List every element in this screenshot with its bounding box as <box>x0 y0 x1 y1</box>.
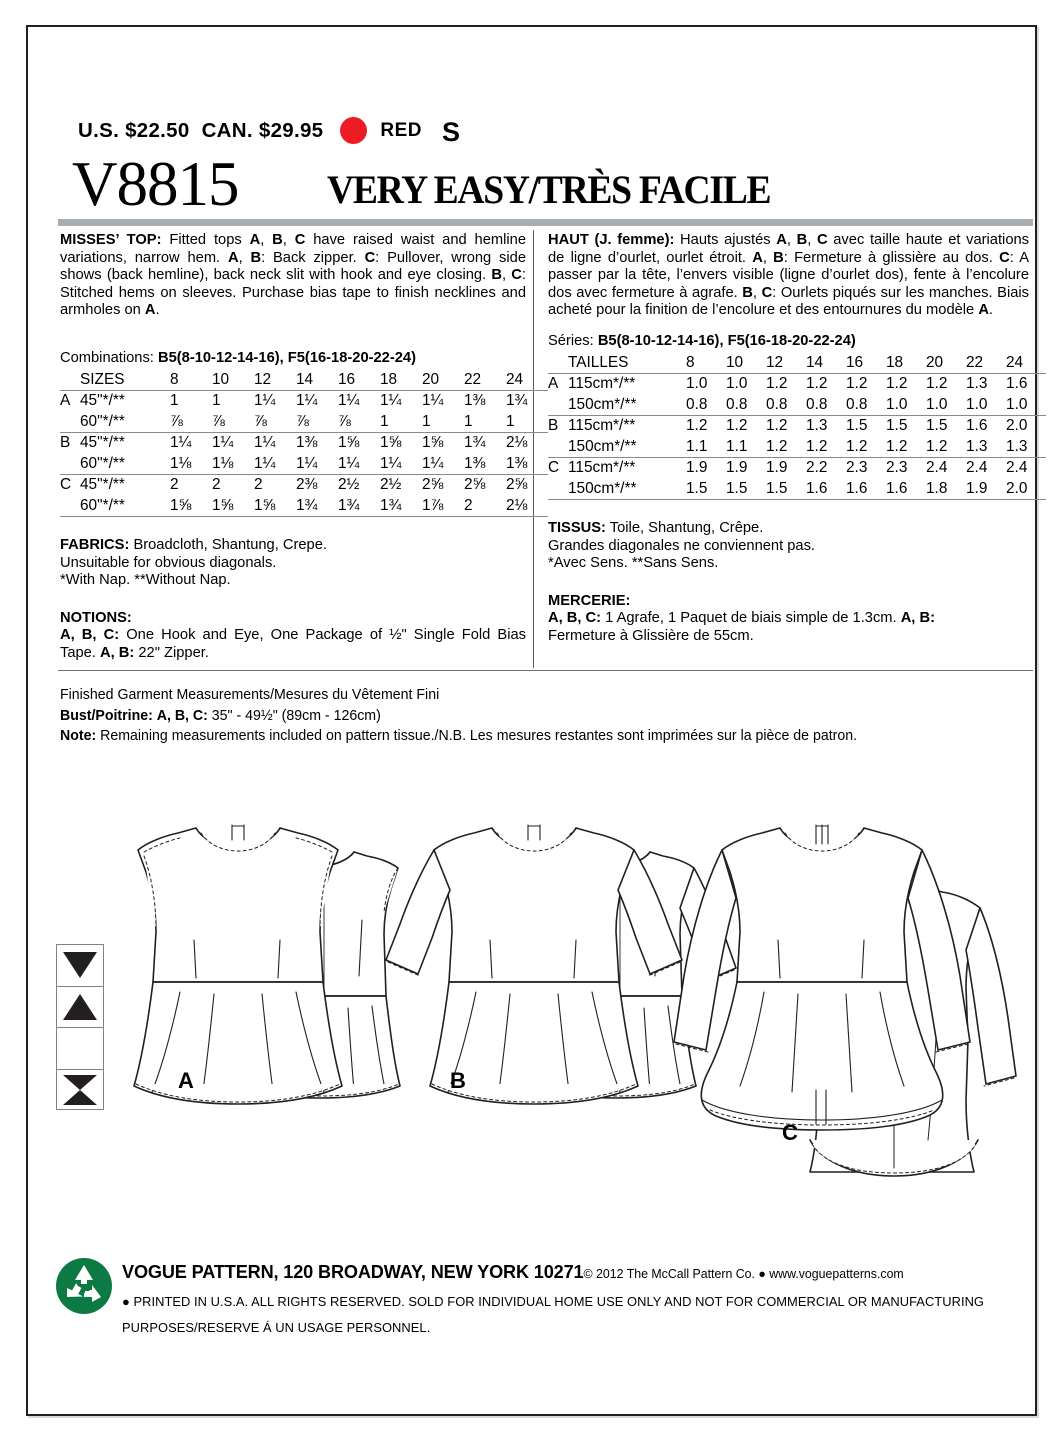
yardage-value-cell: 1⅛ <box>212 454 234 472</box>
yardage-value-cell: 2⅝ <box>464 475 506 496</box>
yardage-value-cell: ⅞ <box>338 412 351 430</box>
yardage-value-cell: 1.2 <box>806 437 828 455</box>
yardage-size-14: 14 <box>296 370 338 391</box>
notions-label-en: NOTIONS: <box>60 609 132 626</box>
yardage-view-cell: A <box>60 392 71 410</box>
yardage-value-cell: 1¼ <box>422 392 444 410</box>
view-label-b: B <box>450 1068 466 1093</box>
yardage-row <box>548 458 1046 479</box>
yardage-value-cell: 1.6 <box>966 416 1006 437</box>
yardage-header-row <box>548 353 1046 374</box>
yardage-width-cell: 115cm*/** <box>568 458 686 479</box>
yardage-value-cell: 1¼ <box>296 454 318 472</box>
footer-block <box>122 1261 1037 1335</box>
garment-a-front <box>134 825 342 1104</box>
yardage-size-18: 18 <box>380 370 422 391</box>
fabrics-en: FABRICS: Broadcloth, Shantung, Crepe. <box>60 537 327 554</box>
yardage-value-cell: 1.9 <box>766 458 806 479</box>
yardage-value-cell: 1¾ <box>380 496 422 517</box>
yardage-row <box>60 391 548 412</box>
yardage-table-imperial <box>60 370 548 518</box>
yardage-row <box>60 412 548 433</box>
symbol-cell-hourglass <box>57 1070 103 1112</box>
yardage-size-16: 16 <box>338 370 380 391</box>
yardage-value-cell: 1 <box>422 412 431 430</box>
yardage-value-cell: 1⅝ <box>422 433 464 454</box>
yardage-value-cell: 1.9 <box>966 479 1006 500</box>
yardage-width-cell: 150cm*/** <box>568 395 637 413</box>
fgm-heading: Finished Garment Measurements/Mesures du Vêtement Fini <box>60 687 440 703</box>
yardage-value-cell: 1.2 <box>806 375 828 393</box>
french-description: HAUT (J. femme): Hauts ajustés A, B, C avec taille haute et variations de ligne d’ourlet, ourlet étroit. A, B: Fermeture à glissière au dos. C: A passer par la tête, l’envers visible (ligne d’ourlet dos), fente à l’encolure dos avec fermeture à agrafe. B, C: Ourlets piqués sur les manches. Biais acheté pour la finition de l’encolure et des entournures du modèle A. <box>548 232 1029 319</box>
yardage-value-cell: 1.3 <box>966 437 988 455</box>
yardage-value-cell: 0.8 <box>726 395 748 413</box>
yardage-col-view <box>60 370 80 391</box>
yardage-value-cell: 1.0 <box>1006 395 1028 413</box>
yardage-value-cell: 1.5 <box>926 416 966 437</box>
section-rule <box>58 670 1033 671</box>
yardage-width-cell: 115cm*/** <box>568 375 636 393</box>
yardage-value-cell: 1.1 <box>686 437 708 455</box>
yardage-width-cell: 60"*/** <box>80 412 125 430</box>
yardage-value-cell: 1 <box>506 412 515 430</box>
yardage-value-cell: 1¼ <box>170 433 212 454</box>
yardage-value-cell: 1⅜ <box>506 454 528 472</box>
size-code-label: S <box>442 117 461 147</box>
fabrics-note-fr: Grandes diagonales ne conviennent pas. <box>548 537 816 554</box>
yardage-width-cell: 60"*/** <box>80 496 170 517</box>
yardage-value-cell: 1.9 <box>726 458 766 479</box>
yardage-size-10: 10 <box>212 370 254 391</box>
yardage-value-cell: 1.5 <box>846 416 886 437</box>
yardage-value-cell: 1⅝ <box>170 496 212 517</box>
yardage-view-cell: C <box>60 475 80 496</box>
yardage-value-cell: 2.4 <box>966 458 1006 479</box>
notions-label-fr: MERCERIE: <box>548 592 631 609</box>
yardage-value-cell: 1¾ <box>296 496 338 517</box>
english-column <box>60 232 526 663</box>
footer-legal-line-1: ● PRINTED IN U.S.A. ALL RIGHTS RESERVED. SOLD FOR INDIVIDUAL HOME USE ONLY AND NOT FOR COMMERCIAL OR MANUFACTURING <box>122 1294 985 1309</box>
yardage-size-8: 8 <box>170 370 212 391</box>
color-name-label: RED <box>380 119 423 141</box>
yardage-value-cell: 1.2 <box>766 375 788 393</box>
yardage-row <box>60 475 548 496</box>
yardage-value-cell: 1.0 <box>726 375 748 393</box>
footer-legal-line-2: PURPOSES/RESERVE Á UN USAGE PERSONNEL. <box>122 1320 431 1335</box>
yardage-sizes-label: SIZES <box>80 370 170 391</box>
yardage-view-cell: B <box>60 433 80 454</box>
combinations-line-fr: Séries: B5(8-10-12-14-16), F5(16-18-20-22-24) <box>548 332 856 349</box>
yardage-value-cell: 2⅛ <box>506 433 548 454</box>
yardage-value-cell: 1.2 <box>846 375 868 393</box>
yardage-value-cell: 1¼ <box>422 454 444 472</box>
yardage-row <box>60 496 548 517</box>
yardage-value-cell: 1⅝ <box>212 496 254 517</box>
yardage-value-cell: 1⅝ <box>380 433 422 454</box>
fabrics-note-en: Unsuitable for obvious diagonals. <box>60 554 277 571</box>
yardage-value-cell: 2.3 <box>846 458 886 479</box>
yardage-value-cell: 1.2 <box>766 416 806 437</box>
yardage-size-16: 16 <box>846 353 886 374</box>
triangle-down-icon <box>63 952 97 978</box>
yardage-value-cell: 1.0 <box>926 395 948 413</box>
yardage-value-cell: 0.8 <box>686 395 708 413</box>
yardage-value-cell: 1.2 <box>926 437 948 455</box>
yardage-width-cell: 60"*/** <box>80 454 125 472</box>
yardage-col-view <box>548 353 568 374</box>
yardage-value-cell: 2⅝ <box>422 475 464 496</box>
yardage-width-cell: 150cm*/** <box>568 437 637 455</box>
yardage-value-cell: 1 <box>212 392 221 410</box>
yardage-value-cell: 1.6 <box>886 479 926 500</box>
price-us: U.S. $22.50 <box>78 118 190 142</box>
yardage-value-cell: 1¾ <box>464 433 506 454</box>
yardage-value-cell: 1.2 <box>886 437 908 455</box>
yardage-row <box>548 416 1046 437</box>
yardage-value-cell: 1.2 <box>686 416 726 437</box>
notions-value-fr: A, B, C: 1 Agrafe, 1 Paquet de biais simple de 1.3cm. A, B: Fermeture à Glissière de 55cm. <box>548 610 935 645</box>
yardage-value-cell: 1.6 <box>1006 375 1028 393</box>
french-column <box>548 232 1029 646</box>
yardage-value-cell: 1.5 <box>726 479 766 500</box>
yardage-value-cell: 2⅜ <box>296 475 338 496</box>
yardage-view-cell: A <box>548 375 559 393</box>
price-can: CAN. $29.95 <box>201 118 324 142</box>
yardage-value-cell: 1⅞ <box>422 496 464 517</box>
yardage-value-cell: 1 <box>170 392 179 410</box>
yardage-width-cell: 115cm*/** <box>568 416 686 437</box>
yardage-value-cell: 1.0 <box>966 395 988 413</box>
yardage-size-8: 8 <box>686 353 726 374</box>
yardage-value-cell: 2 <box>170 475 212 496</box>
yardage-value-cell: 2 <box>212 475 254 496</box>
yardage-value-cell: 1¼ <box>254 392 276 410</box>
symbol-cell-triangle-up <box>57 987 103 1029</box>
yardage-value-cell: 1.3 <box>806 416 846 437</box>
notions-value-en: A, B, C: One Hook and Eye, One Package of ½" Single Fold Bias Tape. A, B: 22" Zipper. <box>60 627 526 662</box>
yardage-value-cell: 1.2 <box>886 375 908 393</box>
garment-illustrations <box>110 800 1030 1200</box>
fgm-bust: Bust/Poitrine: A, B, C: 35" - 49½" (89cm - 126cm) <box>60 707 381 724</box>
fgm-note: Note: Remaining measurements included on pattern tissue./N.B. Les mesures restantes sont imprimées sur la pièce de patron. <box>60 728 858 744</box>
yardage-row <box>548 395 1046 416</box>
yardage-size-22: 22 <box>966 353 1006 374</box>
yardage-value-cell: 1.2 <box>726 416 766 437</box>
yardage-value-cell: 1⅝ <box>254 496 296 517</box>
yardage-value-cell: 1 <box>464 412 473 430</box>
yardage-value-cell: 1¾ <box>506 392 528 410</box>
yardage-value-cell: ⅞ <box>170 412 183 430</box>
yardage-value-cell: 1¼ <box>338 454 360 472</box>
footer-company: VOGUE PATTERN, 120 BROADWAY, NEW YORK 10271 <box>122 1261 584 1282</box>
yardage-value-cell: 1.0 <box>686 375 708 393</box>
yardage-view-cell: B <box>548 416 568 437</box>
yardage-width-cell: 150cm*/** <box>568 479 686 500</box>
yardage-value-cell: 2.3 <box>886 458 926 479</box>
symbol-cell-triangle-down <box>57 945 103 987</box>
footer-company-line <box>122 1261 1019 1283</box>
yardage-value-cell: 2.0 <box>1006 479 1046 500</box>
yardage-value-cell: 1⅛ <box>170 454 192 472</box>
yardage-view-cell <box>548 395 568 416</box>
footer-copyright: © 2012 The McCall Pattern Co. ● www.voguepatterns.com <box>583 1267 904 1281</box>
difficulty-title: VERY EASY/TRÈS FACILE <box>327 167 771 212</box>
yardage-value-cell: 1.0 <box>886 395 908 413</box>
yardage-value-cell: 1¼ <box>254 454 276 472</box>
yardage-value-cell: 0.8 <box>846 395 868 413</box>
yardage-value-cell: 1.2 <box>766 437 788 455</box>
yardage-size-14: 14 <box>806 353 846 374</box>
yardage-value-cell: 2⅛ <box>506 496 548 517</box>
yardage-value-cell: ⅞ <box>212 412 225 430</box>
price-row <box>78 117 461 147</box>
yardage-value-cell: 1.5 <box>686 479 726 500</box>
yardage-value-cell: 1.2 <box>926 375 948 393</box>
yardage-value-cell: 1.9 <box>686 458 726 479</box>
symbol-cell-empty <box>57 1028 103 1070</box>
yardage-value-cell: 1.6 <box>806 479 846 500</box>
yardage-view-cell <box>548 479 568 500</box>
yardage-value-cell: 1.5 <box>886 416 926 437</box>
yardage-size-24: 24 <box>506 370 548 391</box>
triangle-up-icon <box>63 994 97 1020</box>
yardage-row <box>60 433 548 454</box>
fabrics-fr: TISSUS: Toile, Shantung, Crêpe. <box>548 520 764 537</box>
yardage-sizes-label: TAILLES <box>568 353 686 374</box>
yardage-width-cell: 45"*/** <box>80 433 170 454</box>
yardage-value-cell: 2 <box>464 496 506 517</box>
yardage-value-cell: 1¾ <box>338 496 380 517</box>
yardage-value-cell: 1⅜ <box>464 392 486 410</box>
yardage-value-cell: 1.5 <box>766 479 806 500</box>
yardage-value-cell: 2⅝ <box>506 475 548 496</box>
yardage-value-cell: 2.4 <box>1006 458 1046 479</box>
yardage-table-metric <box>548 353 1046 501</box>
yardage-row <box>548 437 1046 458</box>
yardage-value-cell: 2 <box>254 475 296 496</box>
yardage-size-10: 10 <box>726 353 766 374</box>
yardage-row <box>548 479 1046 500</box>
yardage-value-cell: 1⅜ <box>464 454 486 472</box>
color-swatch-dot <box>340 117 367 144</box>
yardage-size-22: 22 <box>464 370 506 391</box>
yardage-size-12: 12 <box>766 353 806 374</box>
yardage-value-cell: 0.8 <box>766 395 788 413</box>
yardage-size-20: 20 <box>926 353 966 374</box>
yardage-value-cell: 2.4 <box>926 458 966 479</box>
yardage-value-cell: 2½ <box>338 475 380 496</box>
yardage-size-24: 24 <box>1006 353 1046 374</box>
yardage-value-cell: 1.3 <box>1006 437 1028 455</box>
yardage-row <box>60 454 548 475</box>
yardage-value-cell: 1 <box>380 412 389 430</box>
header-gray-bar <box>58 219 1033 226</box>
yardage-value-cell: 2½ <box>380 475 422 496</box>
yardage-value-cell: ⅞ <box>254 412 267 430</box>
nap-note-fr: *Avec Sens. **Sans Sens. <box>548 555 719 572</box>
yardage-view-cell <box>548 437 568 458</box>
hourglass-icon <box>63 1075 97 1105</box>
yardage-size-20: 20 <box>422 370 464 391</box>
yardage-value-cell: 1⅜ <box>296 433 338 454</box>
yardage-size-18: 18 <box>886 353 926 374</box>
pattern-number: V8815 <box>72 149 239 219</box>
yardage-view-cell <box>60 454 80 475</box>
yardage-value-cell: 1¼ <box>212 433 254 454</box>
yardage-value-cell: 1.3 <box>966 375 988 393</box>
yardage-value-cell: 1¼ <box>380 392 402 410</box>
garment-c-front <box>674 825 970 1130</box>
yardage-value-cell: 1.1 <box>726 437 748 455</box>
english-description: MISSES’ TOP: Fitted tops A, B, C have raised waist and hemline variations, narrow hem. A, B: Back zipper. C: Pullover, wrong side shows (back hemline), back neck slit with hook and eye closing. B, C: Stitched hems on sleeves. Purchase bias tape to finish necklines and armholes on A. <box>60 232 526 319</box>
yardage-value-cell: ⅞ <box>296 412 309 430</box>
nap-note-en: *With Nap. **Without Nap. <box>60 572 231 589</box>
yardage-width-cell: 45"*/** <box>80 392 125 410</box>
yardage-value-cell: 1¼ <box>296 392 318 410</box>
yardage-value-cell: 2.2 <box>806 458 846 479</box>
yardage-width-cell: 45"*/** <box>80 475 170 496</box>
yardage-row <box>548 374 1046 395</box>
pattern-symbol-box <box>56 944 104 1110</box>
view-label-c: C <box>782 1120 798 1145</box>
recycle-icon <box>55 1257 113 1315</box>
finished-measurements-block <box>60 685 1035 747</box>
yardage-value-cell: 1¼ <box>380 454 402 472</box>
yardage-value-cell: 0.8 <box>806 395 828 413</box>
combinations-line-en: Combinations: B5(8-10-12-14-16), F5(16-18-20-22-24) <box>60 349 416 366</box>
yardage-value-cell: 2.0 <box>1006 416 1046 437</box>
yardage-value-cell: 1.6 <box>846 479 886 500</box>
yardage-value-cell: 1⅝ <box>338 433 380 454</box>
yardage-view-cell <box>60 412 80 433</box>
yardage-view-cell: C <box>548 458 568 479</box>
yardage-value-cell: 1¼ <box>254 433 296 454</box>
yardage-view-cell <box>60 496 80 517</box>
yardage-value-cell: 1¼ <box>338 392 360 410</box>
view-label-a: A <box>178 1068 194 1093</box>
yardage-size-12: 12 <box>254 370 296 391</box>
yardage-value-cell: 1.2 <box>846 437 868 455</box>
yardage-value-cell: 1.8 <box>926 479 966 500</box>
yardage-header-row <box>60 370 548 391</box>
